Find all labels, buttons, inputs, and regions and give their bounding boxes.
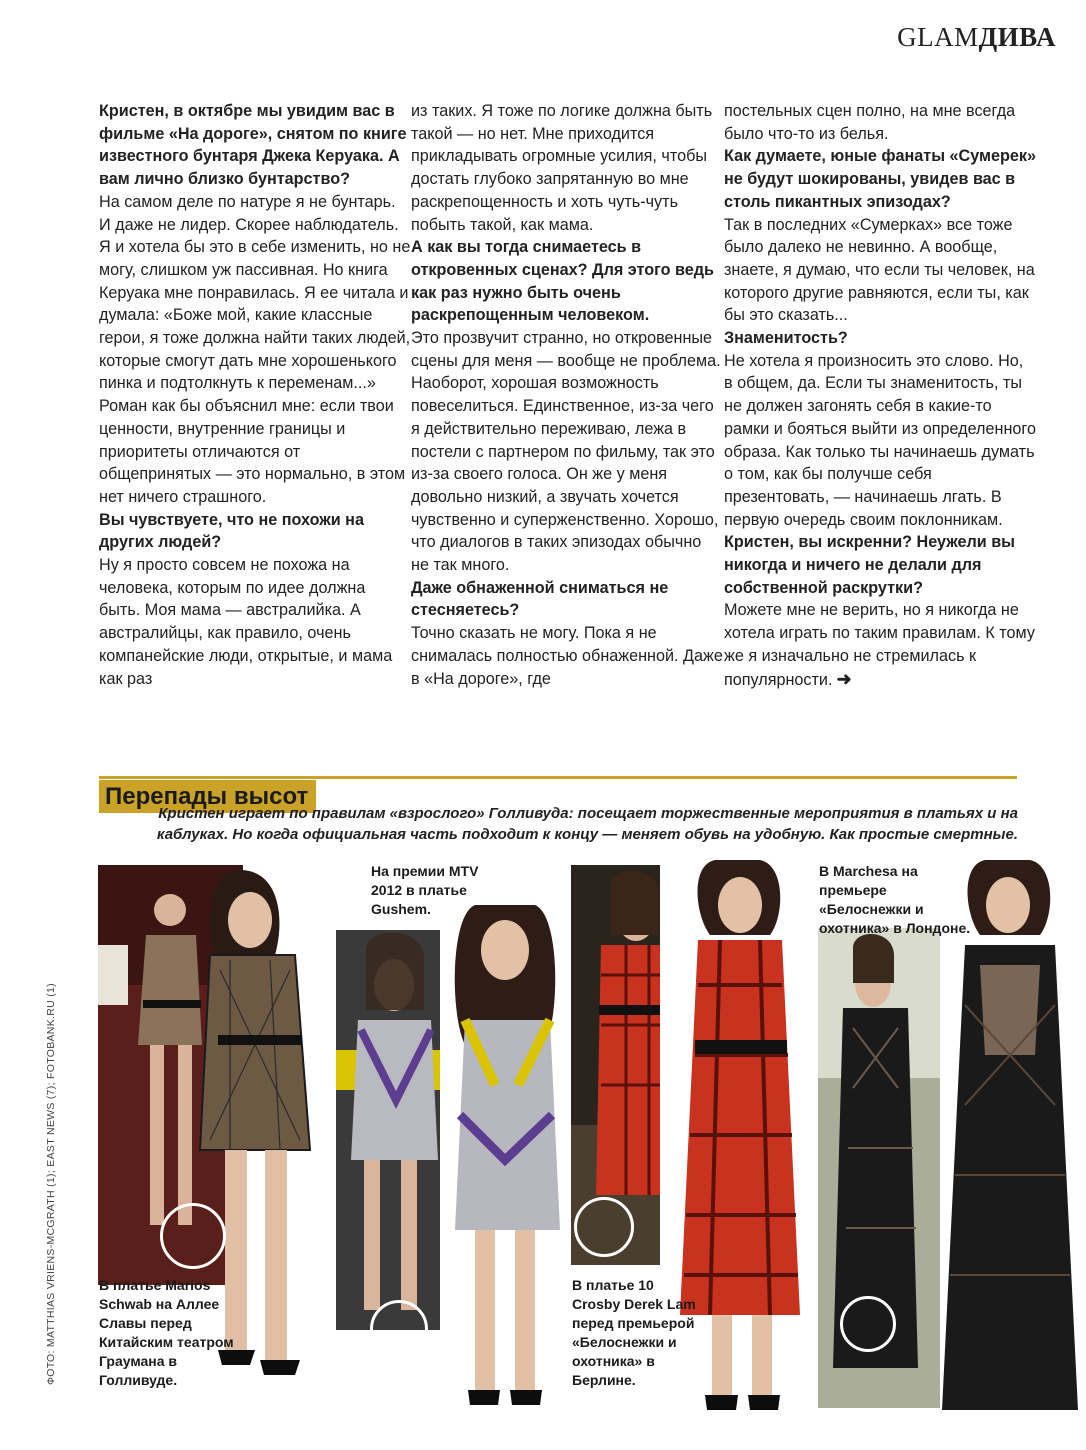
text-column-3	[724, 100, 1036, 691]
paragraph-text: Точно сказать не могу. Пока я не снималась полностью обнаженной. Даже в «На дороге», где	[411, 624, 723, 688]
photo-kristen-gushem-dress	[440, 895, 570, 1415]
magazine-brand	[897, 22, 1056, 53]
sneakers-highlight-circle-4	[840, 1296, 896, 1352]
photo-mtv-background-figure	[336, 930, 446, 1330]
paragraph-text: Как думаете, юные фанаты «Сумерек» не будут шокированы, увидев вас в столь пикантных эпизодах?	[724, 147, 1036, 211]
paragraph-text: постельных сцен полно, на мне всегда было что-то из белья.	[724, 102, 1016, 143]
photo-kristen-marchesa-dress	[940, 855, 1080, 1415]
interview-answer	[411, 100, 723, 236]
paragraph-text: А как вы тогда снимаетесь в откровенных сценах? Для этого ведь как раз нужно быть очень раскрепощенным человеком.	[411, 238, 715, 325]
caption-derek-lam: В платье 10 Crosby Derek Lam перед премьерой «Белоснежки и охотника» в Берлине.	[572, 1277, 696, 1388]
interview-question	[411, 577, 723, 622]
text-column-2	[411, 100, 723, 690]
interview-answer	[411, 622, 723, 690]
brand-bold: ДИВА	[978, 22, 1056, 52]
paragraph-text: Можете мне не верить, но я никогда не хотела играть по таким правилам. К тому же я изначально не стремилась к популярности.	[724, 601, 1035, 689]
interview-question	[724, 531, 1036, 599]
interview-question	[724, 145, 1036, 213]
paragraph-text: Кристен, в октябре мы увидим вас в фильме «На дороге», снятом по книге известного бунтаря Джека Керуака. А вам лично близко бунтарство?	[99, 102, 407, 189]
paragraph-text: Это прозвучит странно, но откровенные сцены для меня — вообще не проблема. Наоборот, хорошая возможность повеселиться. Единственное, из-за чего я действительно переживаю, лежа в постели с партнером по фильму, так это из-за своего голоса. Он же у меня довольно низкий, а звучать хочется чувственно и суперженственно. Хорошо, что диалогов в таких эпизодах обычно не так много.	[411, 329, 721, 575]
interview-answer	[411, 327, 723, 577]
brand-light: GLAM	[897, 22, 979, 52]
paragraph-text: Ну я просто совсем не похожа на человека, которым по идее должна быть. Моя мама — австралийка. А австралийцы, как правило, очень компанейские люди, открытые, и мама как раз	[99, 556, 393, 688]
sneakers-highlight-circle-3	[574, 1197, 634, 1257]
interview-answer	[99, 554, 411, 690]
paragraph-text: Даже обнаженной сниматься не стесняетесь?	[411, 578, 669, 620]
paragraph-text: На самом деле по натуре я не бунтарь. И даже не лидер. Скорее наблюдатель. Я и хотела бы это в себе изменить, но не могу, слишком уж пассивная. Но книга Керуака мне понравилась. Я ее читала и думала: «Боже мой, какие классные герои, я тоже должна найти таких людей, которые смогут дать мне хорошенького пинка и подтолкнуть к переменам...» Роман как бы объяснил мне: если твои ценности, внутренние границы и приоритеты отличаются от общепринятых — это нормально, в этом нет ничего страшного.	[99, 192, 411, 506]
section-title: Перепады высот	[99, 780, 316, 813]
paragraph-text: Не хотела я произносить это слово. Но, в общем, да. Если ты знаменитость, ты не должен загонять себя в какие-то рамки и бояться выйти из определенного образа. Как только ты начинаешь думать о том, как бы получше себя презентовать, — начинаешь лгать. В первую очередь своим поклонникам.	[724, 351, 1036, 529]
interview-answer	[99, 191, 411, 509]
interview-answer	[724, 599, 1036, 691]
interview-answer	[724, 100, 1036, 145]
interview-question	[99, 100, 411, 191]
interview-question	[411, 236, 723, 327]
sneakers-highlight-circle-1	[160, 1203, 226, 1269]
text-column-1	[99, 100, 411, 690]
paragraph-text: Так в последних «Сумерках» все тоже было далеко не невинно. А вообще, знаете, я думаю, что если ты человек, на которого другие равняются, если ты, как бы это сказать...	[724, 215, 1035, 325]
interview-answer	[724, 350, 1036, 532]
section-divider	[99, 776, 1017, 779]
interview-question	[99, 509, 411, 554]
continue-arrow-icon: ➜	[836, 668, 852, 689]
photo-credit: ФОТО: MATTHIAS VRIENS-MCGRATH (1); EAST NEWS (7); FOTOBANK.RU (1)	[45, 983, 57, 1385]
paragraph-text: Вы чувствуете, что не похожи на других людей?	[99, 510, 364, 552]
section-lead: Кристен играет по правилам «взрослого» Голливуда: посещает торжественные мероприятия в платьях и на каблуках. Но когда официальная часть подходит к концу — меняет обувь на удобную. Как простые смертные.	[156, 805, 1018, 843]
caption-marchesa: В Marchesa на премьере «Белоснежки и охотника» в Лондоне.	[819, 863, 971, 936]
interview-answer	[724, 214, 1036, 328]
paragraph-text: из таких. Я тоже по логике должна быть такой — но нет. Мне приходится прикладывать огромные усилия, чтобы достать глубоко запрятанную во мне раскрепощенность и хоть чуть-чуть побыть такой, как мама.	[411, 102, 713, 234]
paragraph-text: Знаменитость?	[724, 329, 848, 348]
paragraph-text: Кристен, вы искренни? Неужели вы никогда и ничего не делали для собственной раскрутки?	[724, 533, 1015, 597]
sneakers-highlight-circle-2	[370, 1300, 428, 1358]
caption-mtv-gushem: На премии MTV 2012 в платье Gushem.	[371, 863, 479, 917]
interview-question	[724, 327, 1036, 350]
caption-marios-schwab: В платье Marios Schwab на Аллее Славы перед Китайским театром Граумана в Голливуде.	[99, 1277, 234, 1388]
